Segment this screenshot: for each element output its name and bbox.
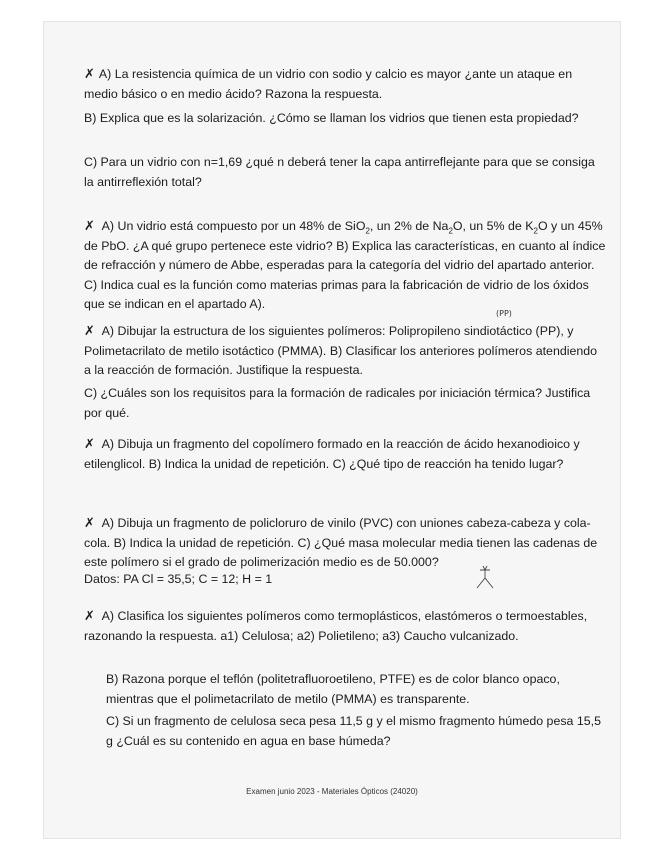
question-6-text-b: B) Razona porque el teflón (politetrafluoroetileno, PTFE) es de color blanco opaco, mientras que el polimetacrilato de metilo (PMMA) es transparente. [106,672,560,706]
question-2 [84,217,606,315]
page-footer: Examen junio 2023 - Materiales Ópticos (24020) [246,787,418,796]
question-5-data [84,570,606,590]
question-5-text: A) Dibuja un fragmento de policloruro de vinilo (PVC) con uniones cabeza-cabeza y cola-cola. B) Indica la unidad de repetición. C) ¿Qué masa molecular media tienen las cadenas de este polímero si el grado de polimerización medio es de 50.000? [84,516,598,569]
subscript: 2 [448,226,453,236]
question-2-text-2: , un 2% de Na [369,219,449,233]
question-2-text-3: O, un 5% de K [452,219,534,233]
question-1-part-b [84,109,606,129]
cross-mark-icon: ✗ [84,219,95,234]
question-6-part-c [106,712,606,751]
cross-mark-icon: ✗ [84,609,95,624]
part-a-label: A) [98,67,112,81]
part-b-text: Explica que es la solarización. ¿Cómo se llaman los vidrios que tienen esta propiedad? [99,111,579,125]
question-6-part-b [106,670,606,709]
subscript: 2 [533,226,538,236]
part-c-label: C) [84,155,98,169]
question-3-text: A) Dibujar la estructura de los siguientes polímeros: Polipropileno sindiotáctico (PP), y Polimetacrilato de metilo isotáctico (PMMA). B) Clasificar los anteriores polímeros atendiendo a la reacción de formación. Justifique la respuesta. [84,324,598,377]
question-6-text-c: C) Si un fragmento de celulosa seca pesa 11,5 g y el mismo fragmento húmedo pesa 15,5 g ¿Cuál es su contenido en agua en base húmeda? [106,714,601,748]
question-3-text-c: C) ¿Cuáles son los requisitos para la formación de radicales por iniciación térmica? Justifica por qué. [84,386,591,420]
handwritten-sketch [474,564,496,590]
question-6-text-a: A) Clasifica los siguientes polímeros como termoplásticos, elastómeros o termoestables, razonando la respuesta. a1) Celulosa; a2) Polietileno; a3) Caucho vulcanizado. [84,609,588,643]
subscript: 2 [365,226,370,236]
part-a-text: La resistencia química de un vidrio con sodio y calcio es mayor ¿ante un ataque en medio básico o en medio ácido? Razona la respuesta. [84,67,573,101]
question-5-data-text: Datos: PA Cl = 35,5; C = 12; H = 1 [84,572,273,586]
question-2-text-1: A) Un vidrio está compuesto por un 48% de SiO [101,219,366,233]
part-c-text: Para un vidrio con n=1,69 ¿qué n deberá tener la capa antirreflejante para que se consiga la antirreflexión total? [84,155,595,189]
cross-mark-icon: ✗ [84,437,95,452]
handwritten-annotation: (PP) [496,309,512,318]
question-1-part-c [84,153,606,192]
cross-mark-icon: ✗ [84,324,95,339]
question-2-text-4: O y un 45% de PbO. ¿A qué grupo pertenece este vidrio? B) Explica las características, en cuanto al índice de refracción y número de Abbe, esperadas para la categoría del vidrio del apartado anterior. C) Indica cual es la función como materias primas para la fabricación de vidrio de los óxidos que se indican en el apartado A). [84,219,606,311]
question-3 [84,322,606,381]
question-6-part-a [84,607,606,646]
question-3-part-c [84,384,606,423]
exam-page [44,22,620,838]
question-5 [84,514,606,573]
cross-mark-icon: ✗ [84,516,95,531]
part-b-label: B) [84,111,97,125]
cross-mark-icon: ✗ [84,67,95,82]
question-1-part-a [84,65,606,104]
question-4-text: A) Dibuja un fragmento del copolímero formado en la reacción de ácido hexanodioico y etilenglicol. B) Indica la unidad de repetición. C) ¿Qué tipo de reacción ha tenido lugar? [84,437,580,471]
question-4 [84,435,606,474]
